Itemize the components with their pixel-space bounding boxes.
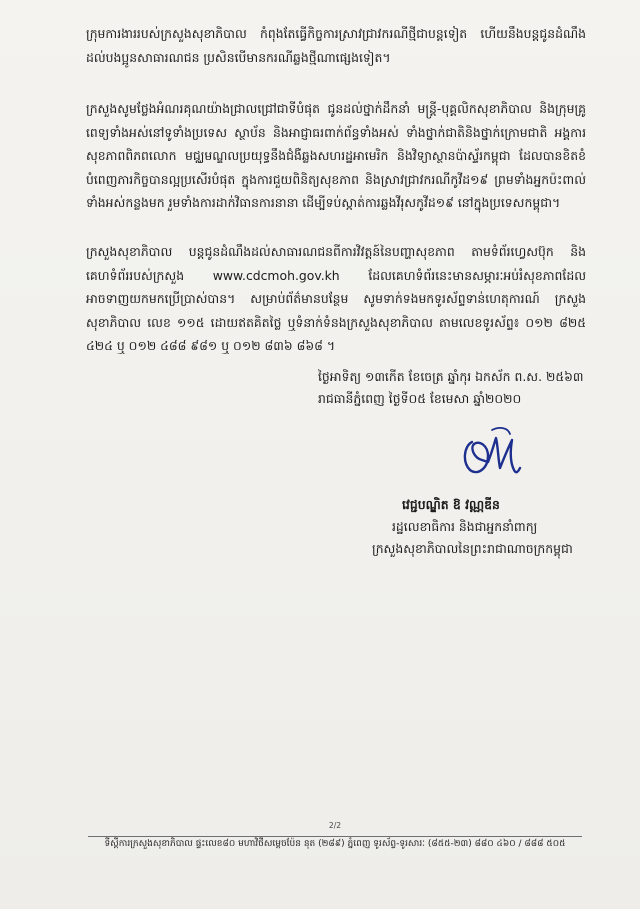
signatory-name: វេជ្ជបណ្ឌិត ឱ វណ្ណឌីន — [402, 497, 500, 512]
paragraph-ongoing-investigation: ក្រុមការងាររបស់ក្រសួងសុខាភិបាល កំពុងតែធ្វើកិច្ចការស្រាវជ្រាវករណីថ្មីជាបន្តទៀត ហើយនឹងបន្តជូនដំណឹងដល់បងប្អូនសាធារណជន ប្រសិនបើមានករណីឆ្លងថ្មីណាផ្សេងទៀត។ — [86, 26, 586, 65]
footer-divider — [88, 836, 582, 837]
date-lunar: ថ្ងៃអាទិត្យ ១៣កើត ខែចេត្រ ឆ្នាំកុរ ឯកស័ក ព.ស. ២៥៦៣ — [318, 369, 584, 384]
page-number: 2/2 — [328, 821, 342, 830]
signatory-role: រដ្ឋលេខាធិការ និងជាអ្នកនាំពាក្យ — [392, 519, 538, 534]
signatory-ministry: ក្រសួងសុខាភិបាលនៃព្រះរាជាណាចក្រកម្ពុជា — [372, 541, 573, 556]
handwritten-signature — [458, 422, 522, 484]
date-solar: រាជធានីភ្នំពេញ ថ្ងៃទី០៥ ខែមេសា ឆ្នាំ២០២០ — [318, 391, 522, 406]
footer-address: ទីស្តីការក្រសួងសុខាភិបាល ផ្ទះលេខ៨០ មហាវិថីសម្តេចប៉ែន នុត (២៨៩) ភ្នំពេញ ទូរស័ព្ទ-ទូរសារៈ (៨៥៥-២៣) ៨៨០ ៤៦០ / ៨៨៨ ៥០៥ — [104, 839, 566, 849]
paragraph-acknowledgements: ក្រសួងសូមថ្លែងអំណរគុណយ៉ាងជ្រាលជ្រៅជាទីបំផុត ជូនដល់ថ្នាក់ដឹកនាំ មន្ត្រី-បុគ្គលិកសុខាភិបាល និងក្រុមគ្រូពេទ្យទាំងអស់នៅទូទាំងប្រទេស ស្ថាប័ន និងអាជ្ញាធរពាក់ព័ន្ធទាំងអស់ ទាំងថ្នាក់ជាតិនិងថ្នាក់ក្រោមជាតិ អង្គការសុខភាពពិភពលោក មជ្ឈមណ្ឌលប្រយុទ្ធនឹងជំងឺឆ្លងសហរដ្ឋអាមេរិក និងវិទ្យាស្ថានប៉ាស្ទ័រកម្ពុជា ដែលបានខិតខំបំពេញភារកិច្ចបានល្អប្រសើរបំផុត ក្នុងការជួយពិនិត្យសុខភាព និងស្រាវជ្រាវករណីកូវីដ១៩ ព្រមទាំងអ្នកប៉ះពាល់ទាំងអស់កន្លងមក រួមទាំងការដាក់វិធានការនានា ដើម្បីទប់ស្កាត់ការឆ្លងវីរុសកូវីដ១៩ នៅក្នុងប្រទេសកម្ពុជា។ — [86, 101, 586, 211]
paragraph-contact-information: ក្រសួងសុខាភិបាល បន្តជូនដំណឹងដល់សាធារណជនពីការវិវត្តន៍នៃបញ្ហាសុខភាព តាមទំព័រហ្វេសប៊ុក និងគេហទំព័ររបស់ក្រសួង www.cdcmoh.gov.kh ដែលគេហទំព័រនេះមានសម្ភារៈអប់រំសុខភាពដែលអាចទាញយកមកប្រើប្រាស់បាន។ សម្រាប់ព័ត៌មានបន្ថែម សូមទាក់ទងមកទូរស័ព្ទទាន់ហេតុការណ៍ ក្រសួងសុខាភិបាល លេខ ១១៥ ដោយឥតគិតថ្លៃ ឬទំនាក់ទំនងក្រសួងសុខាភិបាល តាមលេខទូរស័ព្ទ៖ ០១២ ៨២៥ ៤២៤ ឬ ០១២ ៤៨៨ ៩៨១ ឬ ០១២ ៨៣៦ ៨៦៨ ។ — [86, 244, 586, 354]
